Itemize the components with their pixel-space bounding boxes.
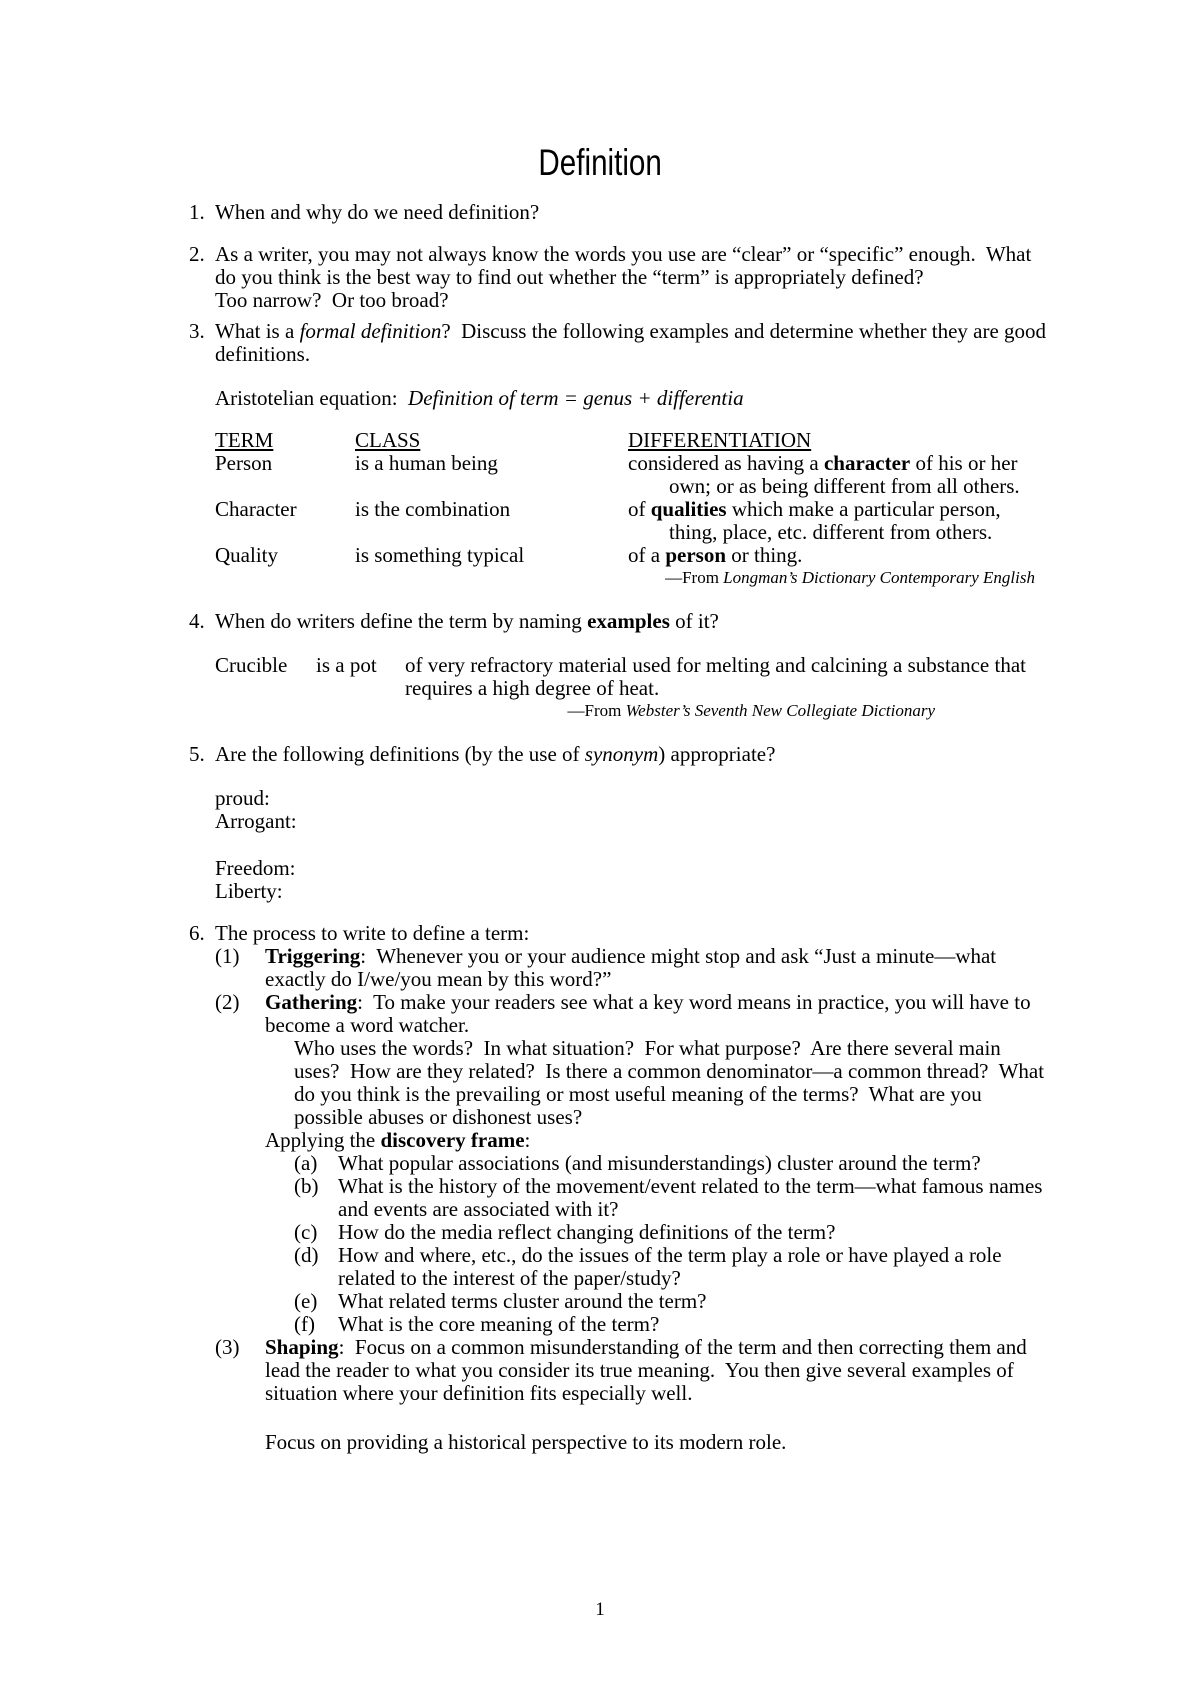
discovery-item-a	[294, 1152, 1035, 1175]
list-number: 2.	[189, 242, 205, 266]
step-marker: (2)	[215, 990, 240, 1014]
text-line: What related terms cluster around the term?	[338, 1289, 707, 1313]
table-cell-differentiation	[628, 452, 1035, 498]
sub-marker: (c)	[294, 1220, 318, 1244]
text-line: situation where your definition fits especially well.	[265, 1381, 693, 1405]
question-body	[215, 243, 1035, 312]
list-number: 4.	[189, 609, 205, 633]
sub-body	[338, 1290, 707, 1313]
text-line: What is the core meaning of the term?	[338, 1312, 660, 1336]
text-line: Triggering: Whenever you or your audience might stop and ask “Just a minute—what	[265, 944, 997, 968]
question-body	[215, 921, 1045, 1454]
question-6	[189, 921, 1045, 1454]
source-attribution-webster: —From Webster’s Seventh New Collegiate Dictionary	[567, 701, 935, 720]
table-cell-term: Character	[215, 497, 297, 521]
text-line: Shaping: Focus on a common misunderstanding of the term and then correcting them and	[265, 1335, 1027, 1359]
table-cell-term: Quality	[215, 543, 278, 567]
question-1	[189, 201, 1035, 224]
table-cell-class: is the combination	[355, 497, 511, 521]
column-header-differentiation	[628, 429, 1035, 452]
header-text: TERM	[215, 428, 274, 452]
question-4	[189, 610, 1035, 633]
gathering-questions	[294, 1036, 1045, 1129]
text-line: Freedom:	[215, 856, 296, 880]
text-line: considered as having a character of his or her	[628, 451, 1018, 475]
text-line: How do the media reflect changing definitions of the term?	[338, 1220, 836, 1244]
aristotelian-equation: Aristotelian equation: Definition of term = genus + differentia	[215, 386, 744, 410]
text-line: possible abuses or dishonest uses?	[294, 1105, 583, 1129]
list-number: 5.	[189, 742, 205, 766]
page-title: Definition	[538, 142, 662, 183]
page-number: 1	[595, 1599, 605, 1620]
list-number: 1.	[189, 200, 205, 224]
header-text: DIFFERENTIATION	[628, 428, 812, 452]
text-line: Arrogant:	[215, 809, 297, 833]
title-block	[0, 0, 1200, 182]
table-cell-differentiation	[628, 498, 1035, 544]
crucible-term: Crucible	[215, 653, 288, 677]
list-number: 3.	[189, 319, 205, 343]
step-body	[265, 990, 1045, 1336]
question-3	[189, 319, 1047, 366]
text-line: thing, place, etc. different from others.	[669, 520, 993, 544]
text-line: do you think is the best way to find out whether the “term” is appropriately defined?	[215, 265, 924, 289]
text-line: lead the reader to what you consider its true meaning. You then give several examples of	[265, 1358, 1014, 1382]
text-line: and events are associated with it?	[338, 1197, 619, 1221]
question-body	[215, 610, 1035, 633]
source-attribution-longman: —From Longman’s Dictionary Contemporary English	[665, 568, 1035, 587]
table-cell-differentiation	[628, 544, 1035, 567]
text-line: of qualities which make a particular person,	[628, 497, 1001, 521]
sub-marker: (e)	[294, 1289, 318, 1313]
question-body	[215, 201, 1035, 224]
text-line: What is a formal definition? Discuss the following examples and determine whether they are good	[215, 319, 1047, 343]
question-2	[189, 243, 1035, 312]
text-line: related to the interest of the paper/study?	[338, 1266, 681, 1290]
step-body	[265, 1336, 1035, 1454]
text-line: What popular associations (and misunderstandings) cluster around the term?	[338, 1151, 981, 1175]
text-line: exactly do I/we/you mean by this word?”	[265, 967, 612, 991]
step-marker: (3)	[215, 1335, 240, 1359]
synonym-pair-2	[215, 857, 1035, 903]
sub-body	[338, 1244, 1002, 1290]
sub-body	[338, 1152, 981, 1175]
table-cell-class: is a human being	[355, 451, 498, 475]
text-line: become a word watcher.	[265, 1013, 470, 1037]
discovery-item-f	[294, 1313, 1035, 1336]
discovery-item-c	[294, 1221, 1035, 1244]
text-line: definitions.	[215, 342, 311, 366]
focus-note: Focus on providing a historical perspective to its modern role.	[265, 1430, 787, 1454]
column-header-term	[215, 429, 355, 452]
sub-body	[338, 1175, 1042, 1221]
document-content	[0, 201, 1200, 1454]
crucible-class: is a pot	[316, 653, 377, 677]
sub-marker: (b)	[294, 1174, 319, 1198]
applying-discovery-frame: Applying the discovery frame:	[265, 1128, 531, 1152]
sub-body	[338, 1313, 659, 1336]
sub-marker: (f)	[294, 1312, 315, 1336]
discovery-item-e	[294, 1290, 1035, 1313]
text-line: own; or as being different from all others.	[669, 474, 1020, 498]
step-body	[265, 945, 1035, 991]
text-line: The process to write to define a term:	[215, 921, 530, 945]
sub-marker: (a)	[294, 1151, 318, 1175]
definition-table	[215, 429, 1035, 589]
text-line: of a person or thing.	[628, 543, 803, 567]
discovery-item-d	[294, 1244, 1035, 1290]
header-text: CLASS	[355, 428, 421, 452]
step-marker: (1)	[215, 944, 240, 968]
table-cell-term: Person	[215, 451, 273, 475]
discovery-item-b	[294, 1174, 1043, 1221]
sub-body	[338, 1221, 835, 1244]
text-line: As a writer, you may not always know the words you use are “clear” or “specific” enough. What	[215, 242, 1032, 266]
crucible-example	[215, 654, 1035, 722]
text-line: requires a high degree of heat.	[405, 676, 660, 700]
text-line: Who uses the words? In what situation? For what purpose? Are there several main	[294, 1036, 1001, 1060]
text-line: How and where, etc., do the issues of the term play a role or have played a role	[338, 1243, 1002, 1267]
text-line: When do writers define the term by naming examples of it?	[215, 609, 719, 633]
synonym-pair-1	[215, 787, 1035, 833]
text-line: When and why do we need definition?	[215, 200, 540, 224]
text-line: Are the following definitions (by the use of synonym) appropriate?	[215, 742, 776, 766]
spacer	[189, 833, 1035, 857]
step-shaping	[215, 1336, 1035, 1454]
text-line: Gathering: To make your readers see what a key word means in practice, you will have to	[265, 990, 1031, 1014]
list-number: 6.	[189, 921, 205, 945]
text-line: What is the history of the movement/event related to the term—what famous names	[338, 1174, 1043, 1198]
text-line: proud:	[215, 786, 270, 810]
question-body	[215, 319, 1047, 366]
text-line: Liberty:	[215, 879, 283, 903]
text-line: uses? How are they related? Is there a common denominator—a common thread? What	[294, 1059, 1045, 1083]
column-header-class	[355, 429, 628, 452]
text-line: of very refractory material used for melting and calcining a substance that	[405, 653, 1026, 677]
step-gathering	[215, 990, 1045, 1336]
question-5	[189, 743, 1035, 766]
table-cell-class: is something typical	[355, 543, 525, 567]
text-line: do you think is the prevailing or most useful meaning of the terms? What are you	[294, 1082, 982, 1106]
step-triggering	[215, 945, 1035, 991]
question-body	[215, 743, 1035, 766]
sub-marker: (d)	[294, 1243, 319, 1267]
crucible-differentiation	[405, 654, 1035, 700]
text-line: Too narrow? Or too broad?	[215, 288, 449, 312]
